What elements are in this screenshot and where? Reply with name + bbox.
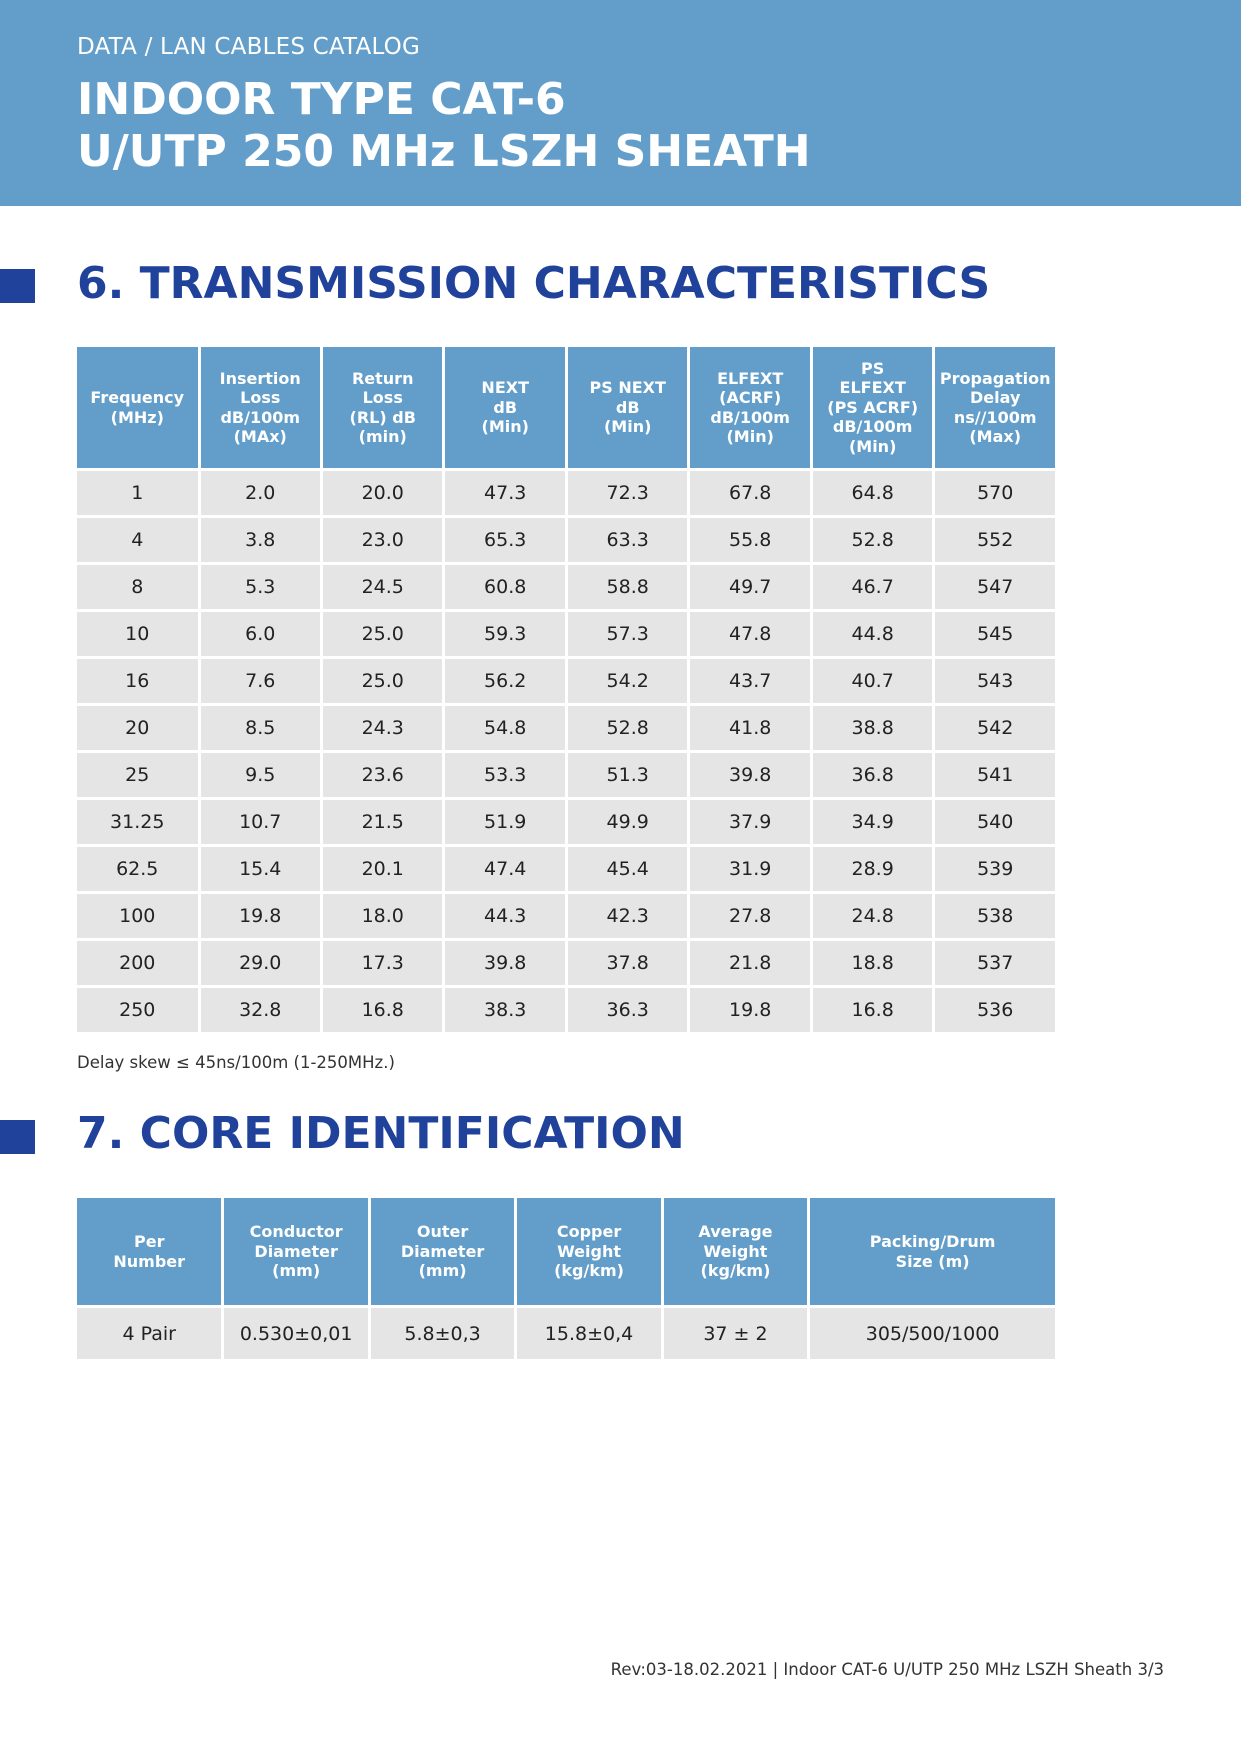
transmission-cell: 29.0 [201, 941, 320, 985]
transmission-cell: 44.3 [445, 894, 564, 938]
transmission-cell: 18.8 [813, 941, 932, 985]
transmission-cell: 52.8 [568, 706, 687, 750]
transmission-cell: 24.8 [813, 894, 932, 938]
transmission-cell: 51.9 [445, 800, 564, 844]
transmission-header-text: (PS ACRF) [827, 397, 919, 417]
catalog-label: DATA / LAN CABLES CATALOG [77, 34, 420, 60]
core-header-text: Average [698, 1222, 773, 1242]
transmission-header-text: Frequency [90, 388, 185, 407]
section-marker-transmission [0, 269, 35, 303]
transmission-cell: 547 [935, 565, 1055, 609]
transmission-row [77, 706, 1055, 750]
transmission-table [74, 344, 1058, 1035]
transmission-cell: 552 [935, 518, 1055, 562]
core-header-text: Weight [703, 1241, 768, 1261]
transmission-header-text: dB/100m [220, 407, 301, 427]
transmission-cell: 34.9 [813, 800, 932, 844]
transmission-cell: 49.7 [690, 565, 809, 609]
transmission-row [77, 800, 1055, 844]
transmission-cell: 16.8 [813, 988, 932, 1032]
transmission-cell: 543 [935, 659, 1055, 703]
transmission-cell: 540 [935, 800, 1055, 844]
core-header-text: (mm) [418, 1261, 467, 1281]
transmission-cell: 16 [77, 659, 198, 703]
transmission-cell: 8 [77, 565, 198, 609]
transmission-cell: 20 [77, 706, 198, 750]
transmission-cell: 45.4 [568, 847, 687, 891]
transmission-cell: 38.3 [445, 988, 564, 1032]
transmission-cell: 53.3 [445, 753, 564, 797]
transmission-cell: 7.6 [201, 659, 320, 703]
core-header-0 [77, 1198, 221, 1305]
core-header-row [77, 1198, 1055, 1305]
transmission-cell: 38.8 [813, 706, 932, 750]
transmission-cell: 2.0 [201, 471, 320, 515]
transmission-header-2 [323, 347, 442, 468]
core-header-3 [517, 1198, 660, 1305]
transmission-cell: 28.9 [813, 847, 932, 891]
core-cell: 5.8±0,3 [371, 1308, 514, 1359]
transmission-cell: 51.3 [568, 753, 687, 797]
transmission-header-text: Return [351, 368, 414, 388]
page-title [77, 74, 1177, 178]
core-header-text: Packing/Drum [869, 1232, 996, 1251]
section-marker-core [0, 1120, 35, 1154]
core-cell: 4 Pair [77, 1308, 221, 1359]
transmission-header-text: Loss [362, 388, 403, 407]
section-heading-core: 7. CORE IDENTIFICATION [77, 1108, 685, 1159]
transmission-cell: 10.7 [201, 800, 320, 844]
transmission-header-3 [445, 347, 564, 468]
transmission-row [77, 753, 1055, 797]
transmission-header-text: ELFEXT [839, 378, 906, 398]
transmission-cell: 42.3 [568, 894, 687, 938]
transmission-cell: 21.8 [690, 941, 809, 985]
transmission-cell: 537 [935, 941, 1055, 985]
transmission-cell: 20.0 [323, 471, 442, 515]
transmission-header-text: (Min) [726, 427, 774, 446]
transmission-cell: 539 [935, 847, 1055, 891]
transmission-header-text: Propagation [939, 368, 1051, 388]
transmission-header-text: Delay [970, 388, 1021, 407]
transmission-cell: 47.3 [445, 471, 564, 515]
transmission-cell: 25.0 [323, 659, 442, 703]
transmission-cell: 200 [77, 941, 198, 985]
core-header-text: Size (m) [895, 1251, 970, 1271]
transmission-header-text: (RL) dB [349, 407, 416, 427]
core-header-1 [224, 1198, 367, 1305]
core-header-text: (mm) [272, 1261, 321, 1281]
transmission-cell: 24.3 [323, 706, 442, 750]
transmission-cell: 31.9 [690, 847, 809, 891]
transmission-cell: 541 [935, 753, 1055, 797]
transmission-cell: 40.7 [813, 659, 932, 703]
transmission-cell: 9.5 [201, 753, 320, 797]
transmission-row [77, 612, 1055, 656]
transmission-header-text: (Min) [848, 436, 897, 456]
core-header-text: Diameter [254, 1241, 338, 1261]
transmission-header-text: dB/100m [832, 417, 913, 437]
transmission-header-row [77, 347, 1055, 468]
transmission-cell: 100 [77, 894, 198, 938]
transmission-header-4 [568, 347, 687, 468]
core-row [77, 1308, 1055, 1359]
transmission-cell: 52.8 [813, 518, 932, 562]
transmission-cell: 24.5 [323, 565, 442, 609]
transmission-cell: 39.8 [445, 941, 564, 985]
transmission-header-5 [690, 347, 809, 468]
core-header-text: (kg/km) [700, 1261, 771, 1281]
transmission-row [77, 471, 1055, 515]
transmission-cell: 36.8 [813, 753, 932, 797]
transmission-header-text: (MAx) [233, 427, 287, 446]
transmission-row [77, 659, 1055, 703]
transmission-cell: 57.3 [568, 612, 687, 656]
transmission-cell: 41.8 [690, 706, 809, 750]
core-header-text: Per [133, 1232, 165, 1251]
transmission-cell: 1 [77, 471, 198, 515]
transmission-cell: 46.7 [813, 565, 932, 609]
core-header-text: Weight [557, 1241, 621, 1261]
core-header-text: Copper [556, 1222, 622, 1242]
transmission-cell: 56.2 [445, 659, 564, 703]
title-line-1: INDOOR TYPE CAT-6 [77, 74, 566, 125]
core-table [74, 1195, 1058, 1362]
transmission-cell: 65.3 [445, 518, 564, 562]
core-header-text: Outer [416, 1222, 469, 1242]
transmission-cell: 44.8 [813, 612, 932, 656]
core-header-text: Diameter [400, 1241, 485, 1261]
transmission-cell: 538 [935, 894, 1055, 938]
transmission-cell: 39.8 [690, 753, 809, 797]
transmission-cell: 3.8 [201, 518, 320, 562]
core-header-2 [371, 1198, 514, 1305]
transmission-header-7 [935, 347, 1055, 468]
transmission-cell: 54.2 [568, 659, 687, 703]
transmission-row [77, 847, 1055, 891]
core-cell: 305/500/1000 [810, 1308, 1055, 1359]
transmission-header-6 [813, 347, 932, 468]
core-cell: 0.530±0,01 [224, 1308, 367, 1359]
transmission-cell: 25 [77, 753, 198, 797]
transmission-header-text: Insertion [219, 368, 301, 388]
transmission-header-text: ELFEXT [717, 368, 784, 388]
core-header-4 [664, 1198, 807, 1305]
transmission-cell: 250 [77, 988, 198, 1032]
transmission-cell: 54.8 [445, 706, 564, 750]
transmission-header-text: (Min) [481, 417, 529, 437]
transmission-cell: 55.8 [690, 518, 809, 562]
core-header-text: (kg/km) [554, 1261, 624, 1281]
transmission-cell: 47.8 [690, 612, 809, 656]
transmission-cell: 60.8 [445, 565, 564, 609]
transmission-cell: 25.0 [323, 612, 442, 656]
transmission-cell: 6.0 [201, 612, 320, 656]
transmission-header-text: (Min) [603, 417, 652, 437]
transmission-cell: 37.9 [690, 800, 809, 844]
core-header-5 [810, 1198, 1055, 1305]
transmission-cell: 21.5 [323, 800, 442, 844]
core-cell: 15.8±0,4 [517, 1308, 660, 1359]
transmission-cell: 19.8 [690, 988, 809, 1032]
transmission-header-text: PS [861, 358, 885, 378]
transmission-cell: 4 [77, 518, 198, 562]
transmission-row [77, 565, 1055, 609]
transmission-header-text: dB/100m [710, 407, 790, 427]
transmission-cell: 64.8 [813, 471, 932, 515]
transmission-header-text: NEXT [481, 378, 529, 398]
transmission-header-text: dB [615, 397, 640, 417]
transmission-cell: 15.4 [201, 847, 320, 891]
transmission-cell: 17.3 [323, 941, 442, 985]
transmission-cell: 16.8 [323, 988, 442, 1032]
core-header-text: Number [113, 1251, 186, 1271]
transmission-cell: 47.4 [445, 847, 564, 891]
transmission-cell: 10 [77, 612, 198, 656]
transmission-cell: 62.5 [77, 847, 198, 891]
transmission-cell: 72.3 [568, 471, 687, 515]
transmission-row [77, 518, 1055, 562]
transmission-header-text: (ACRF) [719, 388, 782, 407]
transmission-cell: 542 [935, 706, 1055, 750]
transmission-cell: 31.25 [77, 800, 198, 844]
delay-skew-note: Delay skew ≤ 45ns/100m (1-250MHz.) [77, 1053, 395, 1072]
header-banner [0, 0, 1241, 206]
transmission-cell: 63.3 [568, 518, 687, 562]
transmission-cell: 5.3 [201, 565, 320, 609]
transmission-row [77, 894, 1055, 938]
transmission-cell: 67.8 [690, 471, 809, 515]
transmission-cell: 23.6 [323, 753, 442, 797]
transmission-header-text: (Max) [969, 427, 1022, 446]
transmission-cell: 19.8 [201, 894, 320, 938]
transmission-header-1 [201, 347, 320, 468]
transmission-cell: 570 [935, 471, 1055, 515]
transmission-cell: 37.8 [568, 941, 687, 985]
transmission-cell: 59.3 [445, 612, 564, 656]
title-line-2: U/UTP 250 MHz LSZH SHEATH [77, 126, 811, 177]
transmission-header-text: (min) [358, 427, 407, 446]
transmission-header-text: ns//100m [953, 407, 1037, 427]
transmission-cell: 32.8 [201, 988, 320, 1032]
transmission-cell: 43.7 [690, 659, 809, 703]
transmission-header-text: Loss [240, 388, 281, 407]
transmission-cell: 58.8 [568, 565, 687, 609]
transmission-cell: 20.1 [323, 847, 442, 891]
transmission-cell: 545 [935, 612, 1055, 656]
transmission-header-text: (MHz) [110, 407, 164, 427]
transmission-header-text: PS NEXT [589, 378, 666, 398]
transmission-cell: 49.9 [568, 800, 687, 844]
page-footer: Rev:03-18.02.2021 | Indoor CAT-6 U/UTP 250 MHz LSZH Sheath 3/3 [610, 1660, 1164, 1679]
transmission-cell: 36.3 [568, 988, 687, 1032]
transmission-cell: 23.0 [323, 518, 442, 562]
transmission-cell: 8.5 [201, 706, 320, 750]
transmission-cell: 18.0 [323, 894, 442, 938]
core-header-text: Conductor [249, 1222, 343, 1242]
section-heading-transmission: 6. TRANSMISSION CHARACTERISTICS [77, 258, 991, 309]
transmission-cell: 536 [935, 988, 1055, 1032]
transmission-row [77, 988, 1055, 1032]
transmission-row [77, 941, 1055, 985]
transmission-header-text: dB [493, 397, 518, 417]
core-cell: 37 ± 2 [664, 1308, 807, 1359]
transmission-cell: 27.8 [690, 894, 809, 938]
transmission-header-0 [77, 347, 198, 468]
